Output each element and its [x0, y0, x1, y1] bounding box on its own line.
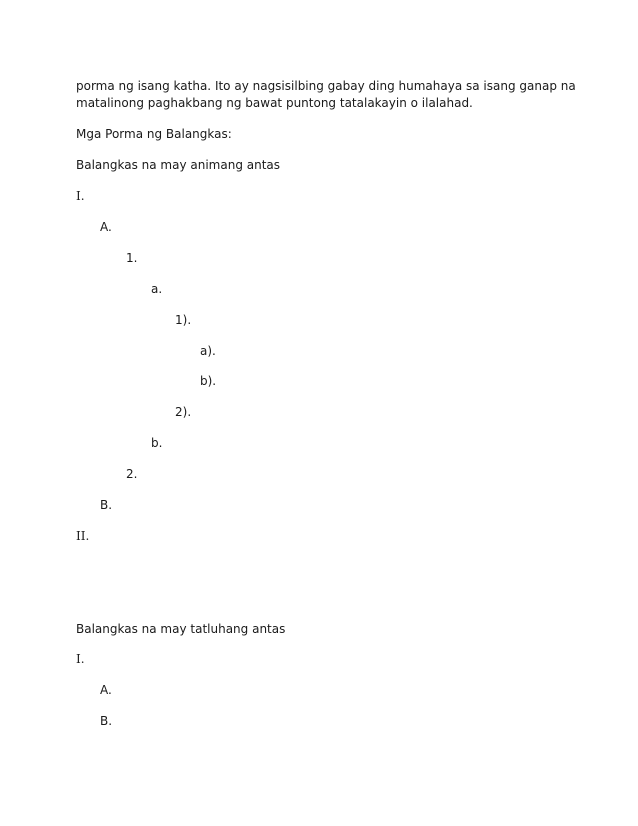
intro-line-1: porma ng isang katha. Ito ay nagsisilbing gabay ding humahaya sa isang ganap na	[76, 79, 576, 93]
outline-item-level-5: 2).	[175, 405, 192, 419]
intro-line-2: matalinong paghakbang ng bawat puntong tatalakayin o ilalahad.	[76, 96, 473, 110]
outline-item-level-6: b).	[200, 374, 217, 388]
outline-item-level-5: 1).	[175, 313, 192, 327]
outline-item-level-2: A.	[100, 220, 112, 234]
outline-item-level-2: B.	[100, 714, 113, 728]
outline-item-level-1: II.	[76, 529, 90, 543]
outline-item-level-3: 2.	[126, 467, 138, 481]
forms-heading: Mga Porma ng Balangkas:	[76, 127, 232, 141]
outline-item-level-1: I.	[76, 189, 85, 203]
outline-item-level-6: a).	[200, 344, 216, 358]
outline-three-title: Balangkas na may tatluhang antas	[76, 622, 286, 636]
outline-item-level-4: b.	[151, 436, 163, 450]
outline-item-level-3: 1.	[126, 251, 138, 265]
outline-item-level-2: A.	[100, 683, 112, 697]
outline-item-level-2: B.	[100, 498, 113, 512]
outline-five-title: Balangkas na may animang antas	[76, 158, 281, 172]
outline-item-level-4: a.	[151, 282, 163, 296]
outline-item-level-1: I.	[76, 652, 85, 666]
